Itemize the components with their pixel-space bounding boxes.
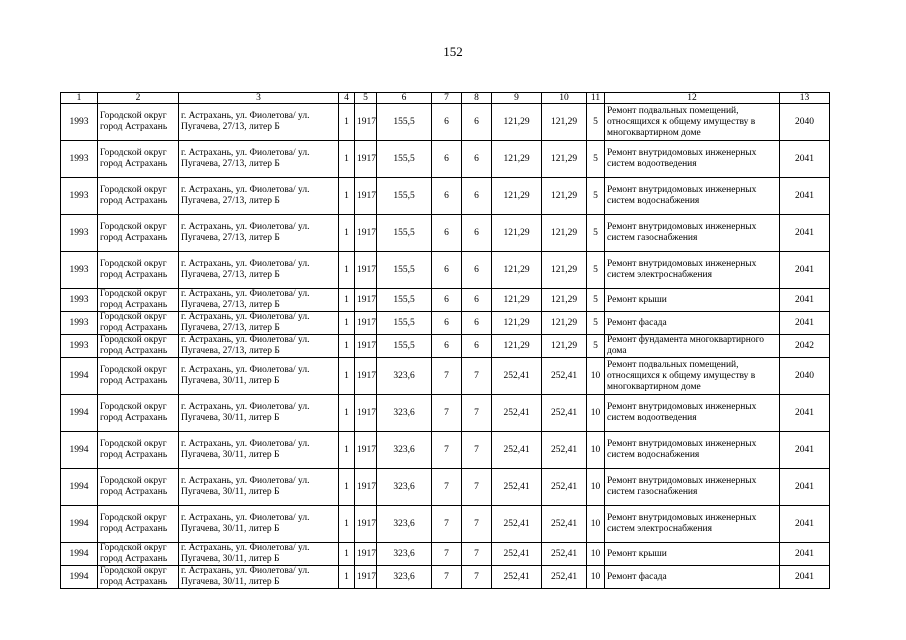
col-11-value: 5 — [587, 335, 605, 358]
column-header: 7 — [432, 93, 462, 104]
year-built: 1917 — [355, 506, 377, 543]
planned-year: 2042 — [780, 335, 830, 358]
col-8-value: 6 — [462, 215, 492, 252]
col-7-value: 6 — [432, 335, 462, 358]
work-type: Ремонт внутридомовых инженерных систем электроснабжения — [605, 252, 780, 289]
col-10-area: 121,29 — [542, 289, 587, 312]
column-header: 13 — [780, 93, 830, 104]
col-9-area: 121,29 — [492, 178, 542, 215]
total-area: 323,6 — [377, 432, 432, 469]
year-built: 1917 — [355, 335, 377, 358]
buildings-count: 1 — [339, 506, 355, 543]
year-built: 1917 — [355, 312, 377, 335]
row-number: 1993 — [61, 104, 98, 141]
buildings-count: 1 — [339, 335, 355, 358]
work-type: Ремонт подвальных помещений, относящихся к общему имуществу в многоквартирном доме — [605, 104, 780, 141]
col-11-value: 5 — [587, 312, 605, 335]
planned-year: 2041 — [780, 252, 830, 289]
col-9-area: 252,41 — [492, 432, 542, 469]
col-8-value: 6 — [462, 104, 492, 141]
work-type: Ремонт внутридомовых инженерных систем газоснабжения — [605, 215, 780, 252]
buildings-count: 1 — [339, 104, 355, 141]
planned-year: 2041 — [780, 289, 830, 312]
table-row — [61, 358, 830, 395]
row-number: 1993 — [61, 335, 98, 358]
column-header: 9 — [492, 93, 542, 104]
housing-repair-table — [60, 92, 830, 589]
column-header: 11 — [587, 93, 605, 104]
page-number: 152 — [443, 44, 463, 59]
address: г. Астрахань, ул. Фиолетова/ ул. Пугачева, 30/11, литер Б — [179, 432, 339, 469]
total-area: 155,5 — [377, 104, 432, 141]
row-number: 1993 — [61, 289, 98, 312]
col-9-area: 121,29 — [492, 215, 542, 252]
col-9-area: 121,29 — [492, 312, 542, 335]
address: г. Астрахань, ул. Фиолетова/ ул. Пугачева, 30/11, литер Б — [179, 543, 339, 566]
col-10-area: 252,41 — [542, 566, 587, 589]
year-built: 1917 — [355, 141, 377, 178]
planned-year: 2041 — [780, 178, 830, 215]
buildings-count: 1 — [339, 395, 355, 432]
address: г. Астрахань, ул. Фиолетова/ ул. Пугачева, 27/13, литер Б — [179, 215, 339, 252]
year-built: 1917 — [355, 252, 377, 289]
row-number: 1994 — [61, 566, 98, 589]
municipality: Городской округ город Астрахань — [98, 469, 179, 506]
col-9-area: 252,41 — [492, 395, 542, 432]
work-type: Ремонт крыши — [605, 543, 780, 566]
col-8-value: 6 — [462, 178, 492, 215]
buildings-count: 1 — [339, 312, 355, 335]
col-7-value: 7 — [432, 506, 462, 543]
col-10-area: 121,29 — [542, 178, 587, 215]
address: г. Астрахань, ул. Фиолетова/ ул. Пугачева, 27/13, литер Б — [179, 252, 339, 289]
col-7-value: 7 — [432, 395, 462, 432]
work-type: Ремонт крыши — [605, 289, 780, 312]
col-10-area: 252,41 — [542, 469, 587, 506]
col-10-area: 121,29 — [542, 312, 587, 335]
municipality: Городской округ город Астрахань — [98, 215, 179, 252]
total-area: 323,6 — [377, 395, 432, 432]
address: г. Астрахань, ул. Фиолетова/ ул. Пугачева, 27/13, литер Б — [179, 335, 339, 358]
municipality: Городской округ город Астрахань — [98, 252, 179, 289]
municipality: Городской округ город Астрахань — [98, 543, 179, 566]
column-header: 12 — [605, 93, 780, 104]
planned-year: 2040 — [780, 104, 830, 141]
col-7-value: 6 — [432, 312, 462, 335]
column-header: 6 — [377, 93, 432, 104]
row-number: 1994 — [61, 543, 98, 566]
col-11-value: 10 — [587, 395, 605, 432]
total-area: 323,6 — [377, 469, 432, 506]
buildings-count: 1 — [339, 543, 355, 566]
col-7-value: 6 — [432, 252, 462, 289]
column-header: 1 — [61, 93, 98, 104]
col-11-value: 5 — [587, 104, 605, 141]
planned-year: 2041 — [780, 141, 830, 178]
address: г. Астрахань, ул. Фиолетова/ ул. Пугачева, 30/11, литер Б — [179, 358, 339, 395]
total-area: 323,6 — [377, 543, 432, 566]
year-built: 1917 — [355, 469, 377, 506]
table-row — [61, 506, 830, 543]
municipality: Городской округ город Астрахань — [98, 289, 179, 312]
col-9-area: 121,29 — [492, 141, 542, 178]
col-8-value: 7 — [462, 566, 492, 589]
municipality: Городской округ город Астрахань — [98, 312, 179, 335]
year-built: 1917 — [355, 432, 377, 469]
municipality: Городской округ город Астрахань — [98, 104, 179, 141]
col-11-value: 5 — [587, 289, 605, 312]
col-7-value: 6 — [432, 141, 462, 178]
column-header: 3 — [179, 93, 339, 104]
table-row — [61, 469, 830, 506]
address: г. Астрахань, ул. Фиолетова/ ул. Пугачева, 30/11, литер Б — [179, 506, 339, 543]
municipality: Городской округ город Астрахань — [98, 141, 179, 178]
total-area: 155,5 — [377, 252, 432, 289]
col-8-value: 7 — [462, 543, 492, 566]
row-number: 1994 — [61, 506, 98, 543]
table-row — [61, 335, 830, 358]
planned-year: 2041 — [780, 312, 830, 335]
col-10-area: 121,29 — [542, 252, 587, 289]
col-7-value: 7 — [432, 469, 462, 506]
row-number: 1994 — [61, 432, 98, 469]
row-number: 1993 — [61, 252, 98, 289]
year-built: 1917 — [355, 358, 377, 395]
col-8-value: 7 — [462, 395, 492, 432]
table-row — [61, 566, 830, 589]
work-type: Ремонт внутридомовых инженерных систем газоснабжения — [605, 469, 780, 506]
col-7-value: 7 — [432, 432, 462, 469]
buildings-count: 1 — [339, 566, 355, 589]
work-type: Ремонт внутридомовых инженерных систем водоснабжения — [605, 432, 780, 469]
total-area: 323,6 — [377, 506, 432, 543]
col-9-area: 121,29 — [492, 289, 542, 312]
total-area: 155,5 — [377, 141, 432, 178]
total-area: 155,5 — [377, 335, 432, 358]
col-10-area: 121,29 — [542, 104, 587, 141]
col-9-area: 252,41 — [492, 358, 542, 395]
col-10-area: 121,29 — [542, 141, 587, 178]
planned-year: 2041 — [780, 469, 830, 506]
col-8-value: 6 — [462, 141, 492, 178]
total-area: 155,5 — [377, 215, 432, 252]
col-9-area: 252,41 — [492, 566, 542, 589]
column-header: 2 — [98, 93, 179, 104]
address: г. Астрахань, ул. Фиолетова/ ул. Пугачева, 30/11, литер Б — [179, 566, 339, 589]
total-area: 155,5 — [377, 178, 432, 215]
address: г. Астрахань, ул. Фиолетова/ ул. Пугачева, 27/13, литер Б — [179, 312, 339, 335]
col-7-value: 7 — [432, 543, 462, 566]
work-type: Ремонт внутридомовых инженерных систем водоотведения — [605, 141, 780, 178]
buildings-count: 1 — [339, 178, 355, 215]
address: г. Астрахань, ул. Фиолетова/ ул. Пугачева, 27/13, литер Б — [179, 289, 339, 312]
buildings-count: 1 — [339, 215, 355, 252]
municipality: Городской округ город Астрахань — [98, 395, 179, 432]
planned-year: 2041 — [780, 566, 830, 589]
col-11-value: 5 — [587, 252, 605, 289]
table-row — [61, 432, 830, 469]
municipality: Городской округ город Астрахань — [98, 566, 179, 589]
work-type: Ремонт внутридомовых инженерных систем водоснабжения — [605, 178, 780, 215]
col-8-value: 6 — [462, 335, 492, 358]
col-7-value: 6 — [432, 178, 462, 215]
col-11-value: 10 — [587, 469, 605, 506]
row-number: 1994 — [61, 358, 98, 395]
col-11-value: 10 — [587, 358, 605, 395]
buildings-count: 1 — [339, 358, 355, 395]
col-9-area: 252,41 — [492, 469, 542, 506]
col-8-value: 6 — [462, 252, 492, 289]
buildings-count: 1 — [339, 141, 355, 178]
col-8-value: 6 — [462, 289, 492, 312]
column-header: 10 — [542, 93, 587, 104]
year-built: 1917 — [355, 289, 377, 312]
col-7-value: 6 — [432, 104, 462, 141]
row-number: 1994 — [61, 469, 98, 506]
col-8-value: 6 — [462, 312, 492, 335]
table-row — [61, 289, 830, 312]
col-8-value: 7 — [462, 432, 492, 469]
year-built: 1917 — [355, 543, 377, 566]
col-7-value: 6 — [432, 215, 462, 252]
column-header: 8 — [462, 93, 492, 104]
buildings-count: 1 — [339, 469, 355, 506]
planned-year: 2041 — [780, 506, 830, 543]
col-11-value: 10 — [587, 506, 605, 543]
year-built: 1917 — [355, 566, 377, 589]
col-8-value: 7 — [462, 469, 492, 506]
work-type: Ремонт фундамента многоквартирного дома — [605, 335, 780, 358]
col-7-value: 6 — [432, 289, 462, 312]
work-type: Ремонт внутридомовых инженерных систем водоотведения — [605, 395, 780, 432]
municipality: Городской округ город Астрахань — [98, 335, 179, 358]
year-built: 1917 — [355, 178, 377, 215]
col-11-value: 5 — [587, 141, 605, 178]
buildings-count: 1 — [339, 252, 355, 289]
work-type: Ремонт фасада — [605, 312, 780, 335]
municipality: Городской округ город Астрахань — [98, 358, 179, 395]
year-built: 1917 — [355, 215, 377, 252]
row-number: 1993 — [61, 178, 98, 215]
table-row — [61, 178, 830, 215]
col-10-area: 121,29 — [542, 215, 587, 252]
col-11-value: 10 — [587, 543, 605, 566]
municipality: Городской округ город Астрахань — [98, 178, 179, 215]
col-10-area: 121,29 — [542, 335, 587, 358]
column-header: 5 — [355, 93, 377, 104]
work-type: Ремонт фасада — [605, 566, 780, 589]
table-row — [61, 104, 830, 141]
col-11-value: 5 — [587, 215, 605, 252]
col-7-value: 7 — [432, 358, 462, 395]
table-row — [61, 252, 830, 289]
year-built: 1917 — [355, 395, 377, 432]
col-7-value: 7 — [432, 566, 462, 589]
col-10-area: 252,41 — [542, 395, 587, 432]
col-8-value: 7 — [462, 358, 492, 395]
work-type: Ремонт подвальных помещений, относящихся к общему имуществу в многоквартирном доме — [605, 358, 780, 395]
buildings-count: 1 — [339, 432, 355, 469]
total-area: 323,6 — [377, 566, 432, 589]
row-number: 1993 — [61, 215, 98, 252]
col-9-area: 121,29 — [492, 104, 542, 141]
year-built: 1917 — [355, 104, 377, 141]
col-11-value: 5 — [587, 178, 605, 215]
header-row — [61, 93, 830, 104]
col-11-value: 10 — [587, 566, 605, 589]
col-10-area: 252,41 — [542, 543, 587, 566]
address: г. Астрахань, ул. Фиолетова/ ул. Пугачева, 27/13, литер Б — [179, 141, 339, 178]
column-header: 4 — [339, 93, 355, 104]
table-row — [61, 215, 830, 252]
col-8-value: 7 — [462, 506, 492, 543]
planned-year: 2041 — [780, 543, 830, 566]
address: г. Астрахань, ул. Фиолетова/ ул. Пугачева, 27/13, литер Б — [179, 104, 339, 141]
col-9-area: 121,29 — [492, 252, 542, 289]
total-area: 323,6 — [377, 358, 432, 395]
table-row — [61, 543, 830, 566]
row-number: 1994 — [61, 395, 98, 432]
total-area: 155,5 — [377, 289, 432, 312]
address: г. Астрахань, ул. Фиолетова/ ул. Пугачева, 30/11, литер Б — [179, 395, 339, 432]
buildings-count: 1 — [339, 289, 355, 312]
col-10-area: 252,41 — [542, 358, 587, 395]
work-type: Ремонт внутридомовых инженерных систем электроснабжения — [605, 506, 780, 543]
row-number: 1993 — [61, 141, 98, 178]
table-row — [61, 141, 830, 178]
total-area: 155,5 — [377, 312, 432, 335]
col-10-area: 252,41 — [542, 506, 587, 543]
address: г. Астрахань, ул. Фиолетова/ ул. Пугачева, 30/11, литер Б — [179, 469, 339, 506]
col-10-area: 252,41 — [542, 432, 587, 469]
planned-year: 2040 — [780, 358, 830, 395]
municipality: Городской округ город Астрахань — [98, 506, 179, 543]
table-row — [61, 395, 830, 432]
planned-year: 2041 — [780, 215, 830, 252]
col-11-value: 10 — [587, 432, 605, 469]
planned-year: 2041 — [780, 432, 830, 469]
row-number: 1993 — [61, 312, 98, 335]
table-row — [61, 312, 830, 335]
municipality: Городской округ город Астрахань — [98, 432, 179, 469]
address: г. Астрахань, ул. Фиолетова/ ул. Пугачева, 27/13, литер Б — [179, 178, 339, 215]
col-9-area: 121,29 — [492, 335, 542, 358]
col-9-area: 252,41 — [492, 506, 542, 543]
col-9-area: 252,41 — [492, 543, 542, 566]
planned-year: 2041 — [780, 395, 830, 432]
